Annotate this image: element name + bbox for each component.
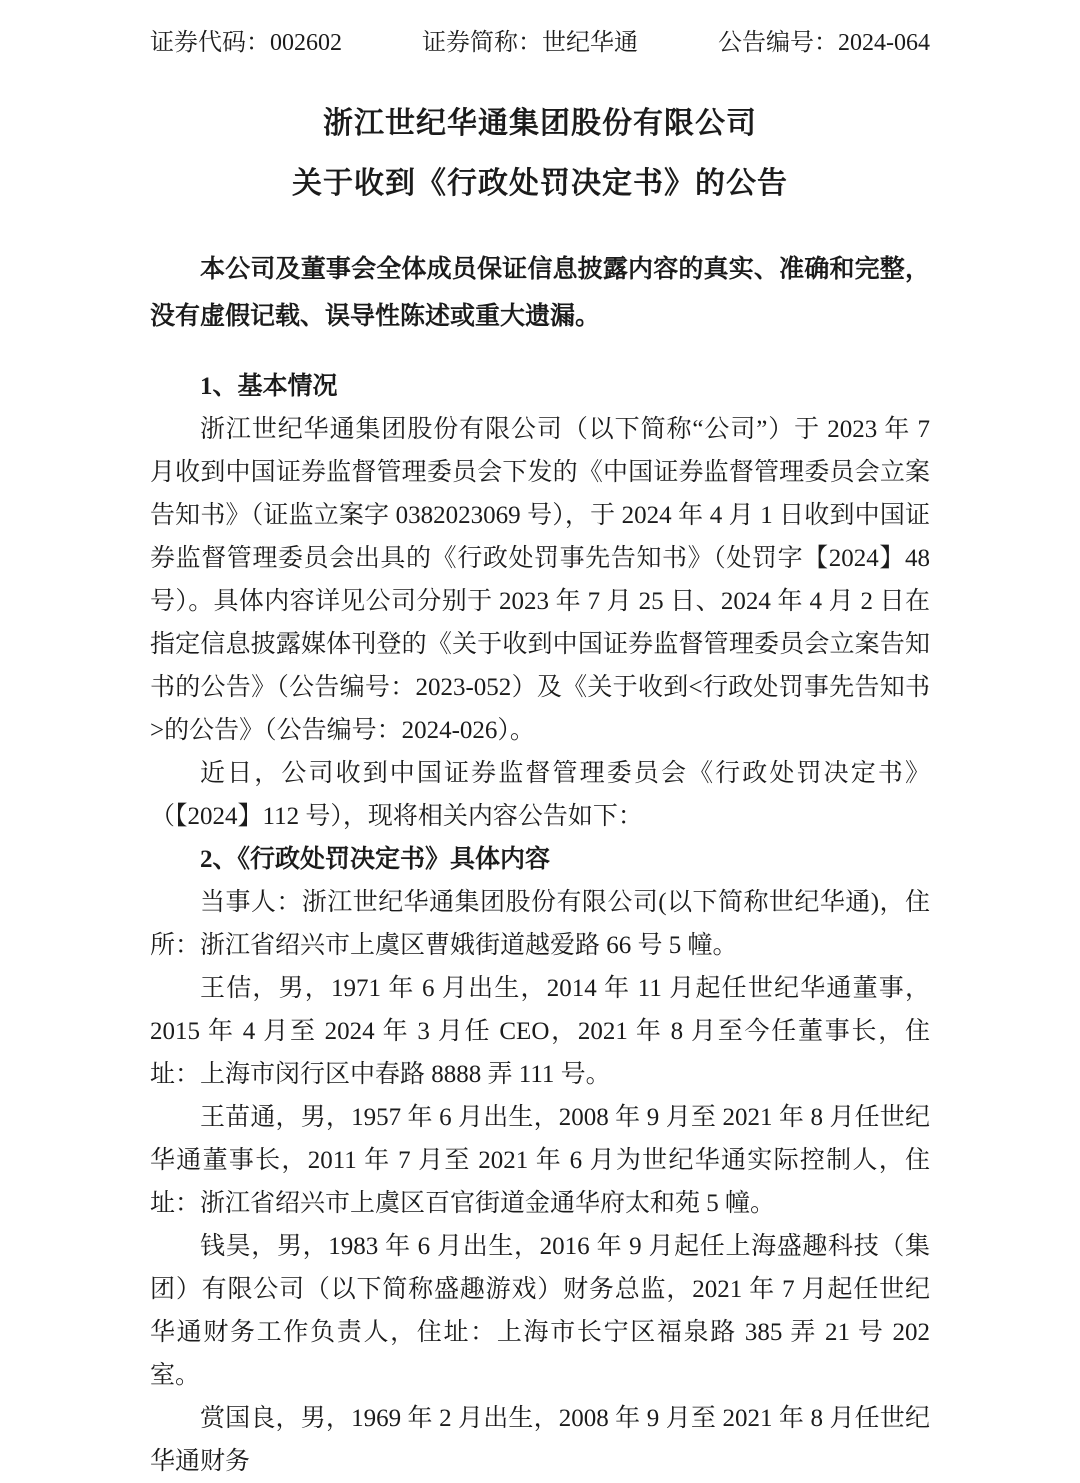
paragraph-party-company: 当事人：浙江世纪华通集团股份有限公司(以下简称世纪华通)，住所：浙江省绍兴市上虞区曹娥街道越爱路 66 号 5 幢。 [150, 889, 930, 959]
stock-abbreviation: 证券简称：世纪华通 [422, 30, 638, 56]
page-title: 浙江世纪华通集团股份有限公司 [323, 107, 757, 140]
paragraph-person-wangji: 王佶，男，1971 年 6 月出生，2014 年 11 月起任世纪华通董事，2015 年 4 月至 2024 年 3 月任 CEO，2021 年 8 月至今任董事长，住址：上海市闵行区中春路 8888 弄 111 号。 [150, 975, 930, 1088]
paragraph-person-shangguoliang: 赏国良，男，1969 年 2 月出生，2008 年 9 月至 2021 年 8 月任世纪华通财务 [150, 1405, 930, 1475]
paragraph-decision-received: 近日，公司收到中国证券监督管理委员会《行政处罚决定书》（【2024】112 号），现将相关内容公告如下： [150, 760, 930, 830]
page-subtitle: 关于收到《行政处罚决定书》的公告 [292, 167, 788, 200]
document-body [150, 365, 930, 1483]
paragraph-person-wangmiaotong: 王苗通，男，1957 年 6 月出生，2008 年 9 月至 2021 年 8 月任世纪华通董事长，2011 年 7 月至 2021 年 6 月为世纪华通实际控制人，住址：浙江省绍兴市上虞区百官街道金通华府太和苑 5 幢。 [150, 1104, 930, 1217]
document-header [150, 28, 930, 58]
section-heading-decision-content: 2、《行政处罚决定书》具体内容 [200, 846, 551, 873]
board-declaration: 本公司及董事会全体成员保证信息披露内容的真实、准确和完整，没有虚假记载、误导性陈述或重大遗漏。 [150, 256, 930, 330]
announcement-number: 公告编号：2024-064 [718, 30, 930, 56]
paragraph-person-qianhao: 钱昊，男，1983 年 6 月出生，2016 年 9 月起任上海盛趣科技（集团）有限公司（以下简称盛趣游戏）财务总监，2021 年 7 月起任世纪华通财务工作负责人，住址：上海市长宁区福泉路 385 弄 21 号 202 室。 [150, 1233, 930, 1389]
paragraph-case-background: 浙江世纪华通集团股份有限公司（以下简称“公司”）于 2023 年 7 月收到中国证券监督管理委员会下发的《中国证券监督管理委员会立案告知书》（证监立案字 0382023069 号），于 2024 年 4 月 1 日收到中国证券监督管理委员会出具的《行政处罚事先告知书》（处罚字【2024】48 号）。具体内容详见公司分别于 2023 年 7 月 25 日、2024 年 4 月 2 日在指定信息披露媒体刊登的《关于收到中国证券监督管理委员会立案告知书的公告》（公告编号：2023-052）及《关于收到<行政处罚事先告知书>的公告》（公告编号：2024-026）。 [150, 416, 930, 744]
section-heading-basic-info: 1、基本情况 [200, 373, 338, 400]
stock-code: 证券代码：002602 [150, 30, 342, 56]
